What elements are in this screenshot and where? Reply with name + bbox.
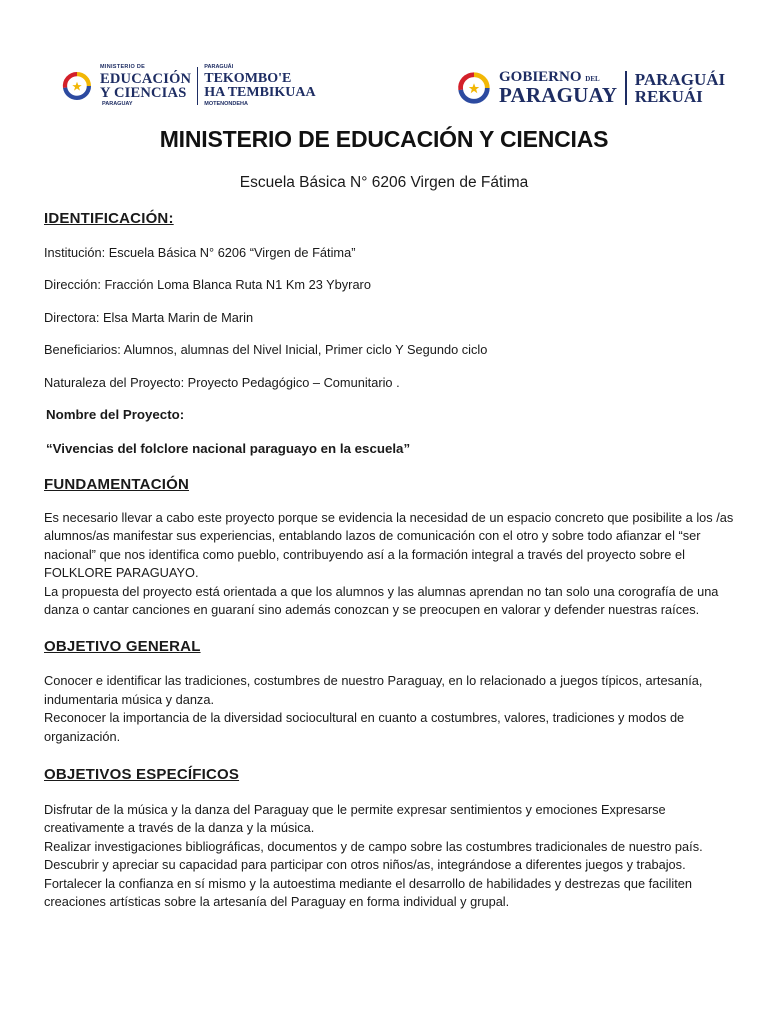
text-line: danza o cantar canciones en guaraní sino además conozcan y se preocupen en valorar y defender nuestras raíces. — [44, 602, 700, 617]
heading-fundamentacion: FUNDAMENTACIÓN — [44, 476, 190, 493]
objetivo-general-text — [44, 672, 734, 746]
mec-logo — [60, 64, 316, 108]
text-line: creativamente a través de la danza y la música. — [44, 820, 315, 835]
text-line: indumentaria música y danza. — [44, 691, 215, 707]
mec-wordmark — [100, 65, 191, 107]
text-line: Reconocer la importancia de la diversidad sociocultural en cuanto a costumbres, valores, tradiciones y modos de — [44, 710, 685, 725]
text-line: Es necesario llevar a cabo este proyecto porque se evidencia la necesidad de un espacio concreto que posibilite a los /as — [44, 509, 734, 525]
heading-objetivos-especificos: OBJETIVOS ESPECÍFICOS — [44, 766, 240, 783]
text-line: Conocer e identificar las tradiciones, costumbres de nuestro Paraguay, en lo relacionado a juegos típicos, artesanía, — [44, 673, 703, 688]
mec-line2: Y CIENCIAS — [100, 85, 187, 101]
tek-small-top: PARAGUÁI — [204, 63, 234, 70]
text-line: Fortalecer la confianza en sí mismo y la autoestima mediante el desarrollo de habilidades y destrezas que faciliten — [44, 875, 693, 891]
text-line: Realizar investigaciones bibliográficas, documentos y de campo sobre las costumbres tradicionales de nuestro país. — [44, 838, 703, 854]
tek-wordmark — [204, 65, 315, 108]
heading-objetivo-general: OBJETIVO GENERAL — [44, 637, 201, 655]
text-line: Descubrir y apreciar su capacidad para participar con otros niños/as, integrándose a diferentes juegos y trabajos. — [44, 857, 686, 872]
field-naturaleza: Naturaleza del Proyecto: Proyecto Pedagógico – Comunitario . — [44, 374, 400, 390]
mec-small-bottom: PARAGUAY — [102, 100, 133, 107]
gobierno-logo — [455, 66, 725, 110]
field-direccion: Dirección: Fracción Loma Blanca Ruta N1 Km 23 Ybyraro — [44, 277, 371, 292]
fundamentacion-text — [44, 509, 734, 620]
page-title: MINISTERIO DE EDUCACIÓN Y CIENCIAS — [159, 126, 609, 152]
logo-divider — [197, 67, 198, 105]
tek-line1: TEKOMBO'E — [204, 71, 292, 86]
mec-line1: EDUCACIÓN — [100, 70, 192, 87]
tek-small-bottom: MOTENONDEHA — [204, 101, 248, 107]
objetivos-especificos-text — [44, 801, 734, 912]
del-word: DEL — [585, 75, 600, 83]
rekuai-wordmark — [635, 71, 725, 105]
document-body — [44, 210, 734, 912]
field-nombre-value: “Vivencias del folclore nacional paraguayo en la escuela” — [46, 440, 411, 456]
rekuai-line1: PARAGUÁI — [634, 70, 726, 89]
heading-identificacion: IDENTIFICACIÓN: — [44, 210, 174, 227]
gobierno-wordmark — [499, 70, 617, 106]
mec-small-top: MINISTERIO DE — [100, 64, 146, 70]
text-line: organización. — [44, 728, 121, 744]
page-subtitle: Escuela Básica N° 6206 Virgen de Fátima — [239, 174, 529, 191]
text-line: Disfrutar de la música y la danza del Paraguay que le permite expresar sentimientos y emociones Expresarse — [44, 801, 666, 817]
paraguay-seal-icon — [60, 69, 94, 103]
text-line: creaciones artísticas sobre la artesanía del Paraguay en forma individual y grupal. — [44, 894, 510, 909]
header-logos — [0, 58, 768, 118]
gobierno-line2: PARAGUAY — [499, 83, 618, 107]
field-beneficiarios: Beneficiarios: Alumnos, alumnas del Nivel Inicial, Primer ciclo Y Segundo ciclo — [44, 342, 488, 357]
field-nombre-label: Nombre del Proyecto: — [46, 407, 185, 422]
rekuai-line2: REKUÁI — [634, 87, 703, 106]
paraguay-seal-icon — [455, 69, 493, 107]
field-institucion: Institución: Escuela Básica N° 6206 “Virgen de Fátima” — [44, 244, 356, 260]
text-line: FOLKLORE PARAGUAYO. — [44, 565, 199, 580]
gobierno-word: GOBIERNO — [499, 69, 582, 85]
text-line: La propuesta del proyecto está orientada a que los alumnos y las alumnas aprendan no tan solo una corografía de una — [44, 583, 719, 599]
logo-divider — [625, 71, 627, 105]
tek-line2: HA TEMBIKUAA — [204, 85, 316, 100]
field-directora: Directora: Elsa Marta Marin de Marin — [44, 309, 254, 325]
text-line: alumnos/as manifestar sus experiencias, entablando lazos de comunicación con el otro y sobre todo afianzar el “ser — [44, 528, 701, 543]
text-line: nacional” que nos identifica como pueblo, contribuyendo así a la formación integral a través del proyecto sobre el — [44, 546, 685, 562]
